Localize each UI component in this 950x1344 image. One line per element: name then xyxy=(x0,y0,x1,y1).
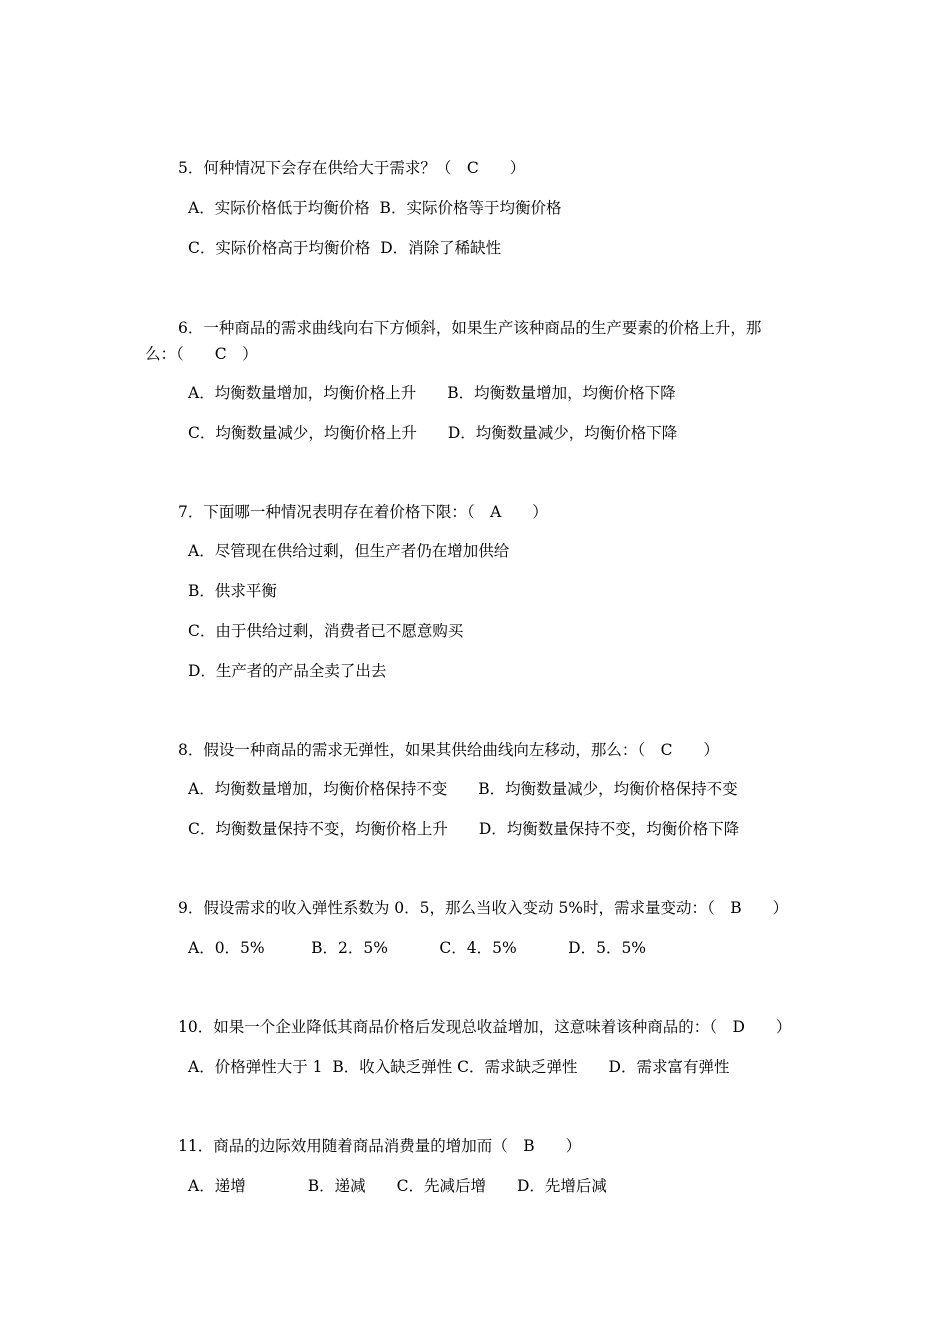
question-11-options: A．递增 B．递减 C．先减后增 D．先增后减 xyxy=(188,1177,607,1195)
question-7-option-c: C．由于供给过剩，消费者已不愿意购买 xyxy=(188,622,464,640)
question-6-option-cd: C．均衡数量减少，均衡价格上升 D．均衡数量减少，均衡价格下降 xyxy=(188,424,678,442)
question-9-stem: 9．假设需求的收入弹性系数为 0．5，那么当收入变动 5%时，需求量变动：（ B ） xyxy=(178,899,789,917)
question-6-stem-continued: 么：（ C ） xyxy=(145,345,258,363)
question-8-option-ab: A．均衡数量增加，均衡价格保持不变 B．均衡数量减少，均衡价格保持不变 xyxy=(188,780,738,798)
question-7-option-b: B．供求平衡 xyxy=(188,582,277,600)
question-5-option-ab: A．实际价格低于均衡价格 B．实际价格等于均衡价格 xyxy=(188,199,562,217)
question-5-option-cd: C．实际价格高于均衡价格 D．消除了稀缺性 xyxy=(188,239,502,257)
question-8-option-cd: C．均衡数量保持不变，均衡价格上升 D．均衡数量保持不变，均衡价格下降 xyxy=(188,820,740,838)
question-7-option-a: A．尽管现在供给过剩，但生产者仍在增加供给 xyxy=(188,542,510,560)
question-7-stem: 7．下面哪一种情况表明存在着价格下限：（ A ） xyxy=(178,503,548,521)
question-10-stem: 10．如果一个企业降低其商品价格后发现总收益增加，这意味着该种商品的：（ D ） xyxy=(178,1018,792,1036)
question-11-stem: 11．商品的边际效用随着商品消费量的增加而（ B ） xyxy=(178,1137,582,1155)
question-5-stem: 5．何种情况下会存在供给大于需求？（ C ） xyxy=(178,159,526,177)
question-6-option-ab: A．均衡数量增加，均衡价格上升 B．均衡数量增加，均衡价格下降 xyxy=(188,384,676,402)
question-9-options: A．0．5% B．2．5% C．4．5% D．5．5% xyxy=(188,939,647,957)
question-7-option-d: D．生产者的产品全卖了出去 xyxy=(188,662,387,680)
question-6-stem: 6．一种商品的需求曲线向右下方倾斜，如果生产该种商品的生产要素的价格上升，那 xyxy=(178,319,762,337)
question-8-stem: 8．假设一种商品的需求无弹性，如果其供给曲线向左移动，那么：（ C ） xyxy=(178,741,719,759)
question-10-options: A．价格弹性大于 1 B．收入缺乏弹性 C．需求缺乏弹性 D．需求富有弹性 xyxy=(188,1058,730,1076)
